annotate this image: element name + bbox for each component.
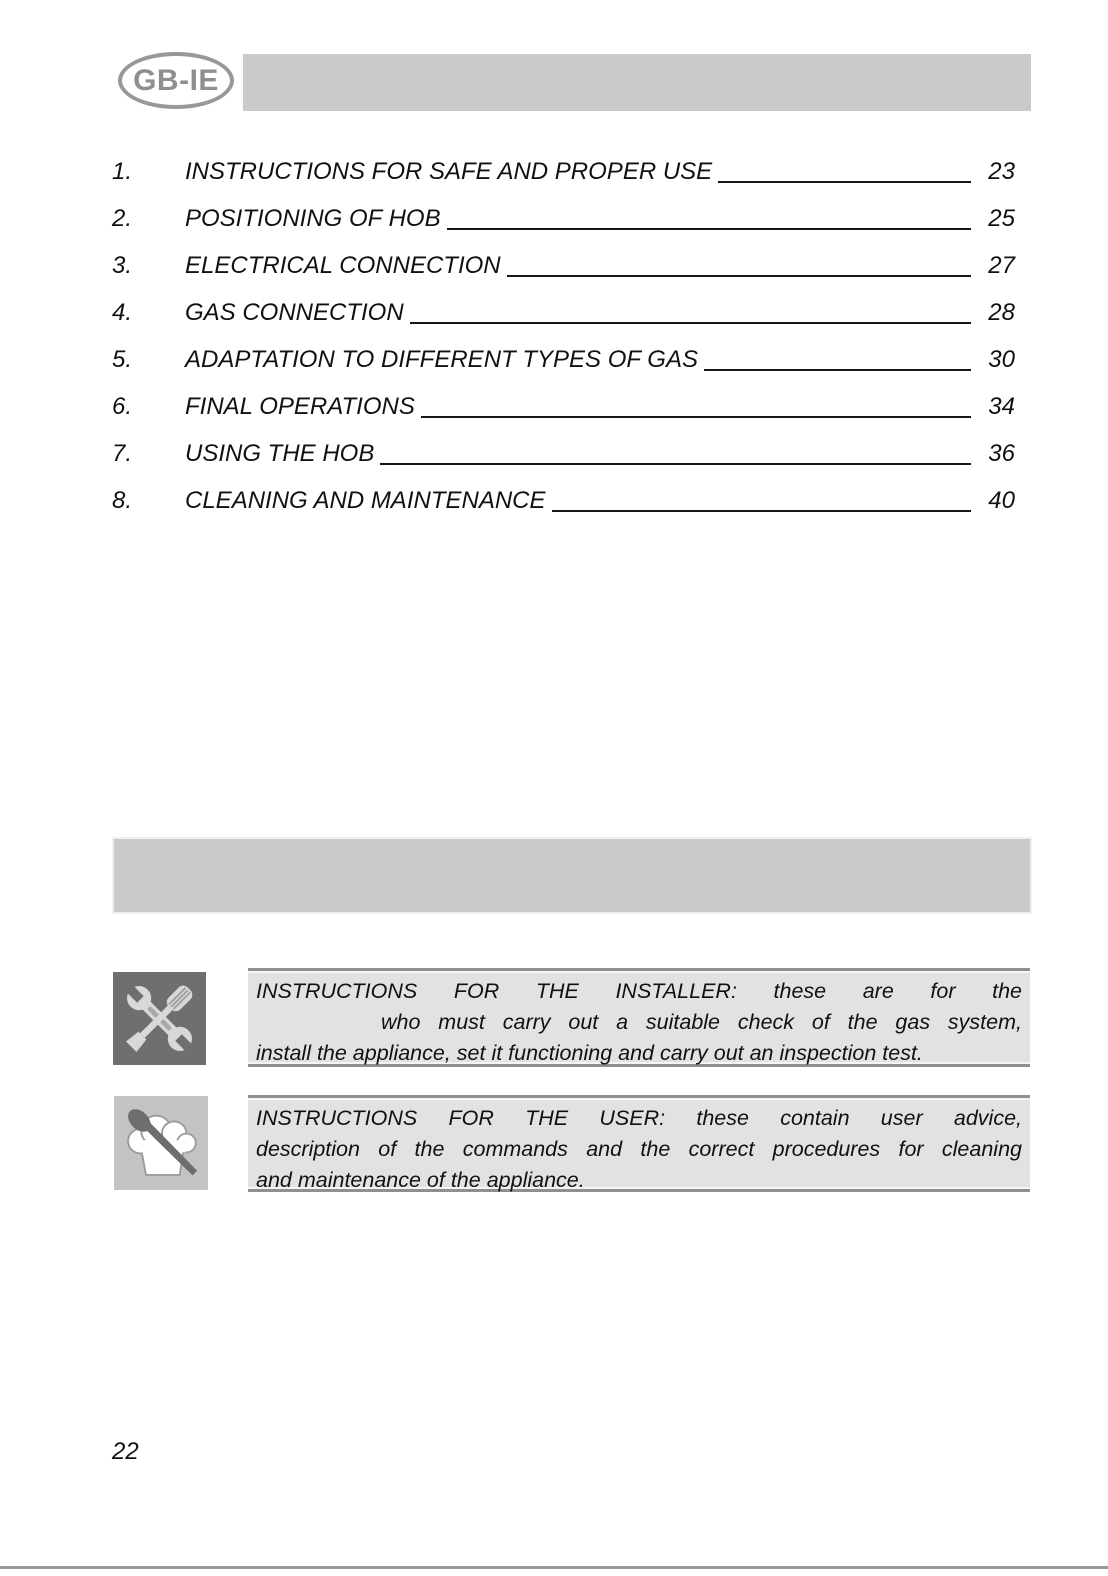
toc-row bbox=[112, 184, 1015, 231]
toc-leader-line bbox=[447, 228, 971, 230]
section-divider-bar bbox=[112, 837, 1032, 914]
toc-row bbox=[112, 231, 1015, 278]
user-line-1: INSTRUCTIONS FOR THE USER: these contain user advice, bbox=[256, 1106, 1022, 1130]
toc-row bbox=[112, 466, 1015, 513]
toc-item-page: 34 bbox=[988, 393, 1015, 420]
user-line-2: description of the commands and the correct procedures for cleaning bbox=[256, 1137, 1022, 1161]
toc-item-page: 40 bbox=[988, 487, 1015, 514]
toc-item-number: 6. bbox=[112, 393, 133, 420]
footer-rule bbox=[0, 1566, 1108, 1569]
header-gray-bar bbox=[243, 54, 1031, 111]
toc-leader-line bbox=[410, 322, 971, 324]
installer-instructions-box bbox=[248, 968, 1030, 1067]
toc-item-title: POSITIONING OF HOB bbox=[185, 205, 441, 232]
toc-item-number: 2. bbox=[112, 205, 133, 232]
chef-hat-spoon-icon bbox=[112, 1096, 210, 1190]
toc-item-page: 28 bbox=[988, 299, 1015, 326]
toc-item-number: 7. bbox=[112, 440, 133, 467]
toc-item-page: 23 bbox=[988, 158, 1015, 185]
toc-item-page: 30 bbox=[988, 346, 1015, 373]
toc-item-title: CLEANING AND MAINTENANCE bbox=[185, 487, 546, 514]
toc-item-number: 8. bbox=[112, 487, 133, 514]
toc-row bbox=[112, 325, 1015, 372]
toc-row bbox=[112, 137, 1015, 184]
installer-line-1: INSTRUCTIONS FOR THE INSTALLER: these are for the bbox=[256, 979, 1022, 1003]
toc-item-page: 36 bbox=[988, 440, 1015, 467]
table-of-contents bbox=[112, 137, 1015, 513]
toc-item-title: ADAPTATION TO DIFFERENT TYPES OF GAS bbox=[185, 346, 698, 373]
language-badge-label: GB-IE bbox=[133, 63, 219, 97]
toc-row bbox=[112, 372, 1015, 419]
toc-item-title: GAS CONNECTION bbox=[185, 299, 404, 326]
user-line-3: and maintenance of the appliance. bbox=[256, 1168, 585, 1192]
toc-leader-line bbox=[421, 416, 971, 418]
toc-item-title: USING THE HOB bbox=[185, 440, 375, 467]
toc-row bbox=[112, 278, 1015, 325]
installer-line-3: install the appliance, set it functioning and carry out an inspection test. bbox=[256, 1041, 923, 1065]
toc-item-title: ELECTRICAL CONNECTION bbox=[185, 252, 501, 279]
wrench-screwdriver-icon bbox=[112, 972, 207, 1065]
toc-item-title: FINAL OPERATIONS bbox=[185, 393, 415, 420]
toc-leader-line bbox=[552, 510, 972, 512]
toc-leader-line bbox=[380, 463, 971, 465]
language-badge bbox=[118, 52, 234, 109]
toc-item-number: 5. bbox=[112, 346, 133, 373]
toc-item-page: 25 bbox=[988, 205, 1015, 232]
toc-row bbox=[112, 419, 1015, 466]
toc-item-number: 3. bbox=[112, 252, 133, 279]
toc-leader-line bbox=[507, 275, 971, 277]
toc-item-title: INSTRUCTIONS FOR SAFE AND PROPER USE bbox=[185, 158, 713, 185]
toc-leader-line bbox=[718, 181, 971, 183]
toc-item-page: 27 bbox=[988, 252, 1015, 279]
toc-leader-line bbox=[704, 369, 971, 371]
installer-line-2: who must carry out a suitable check of the gas system, bbox=[381, 1010, 1022, 1034]
user-instructions-box bbox=[248, 1095, 1030, 1192]
page-number: 22 bbox=[112, 1438, 139, 1465]
toc-item-number: 4. bbox=[112, 299, 133, 326]
toc-item-number: 1. bbox=[112, 158, 133, 185]
